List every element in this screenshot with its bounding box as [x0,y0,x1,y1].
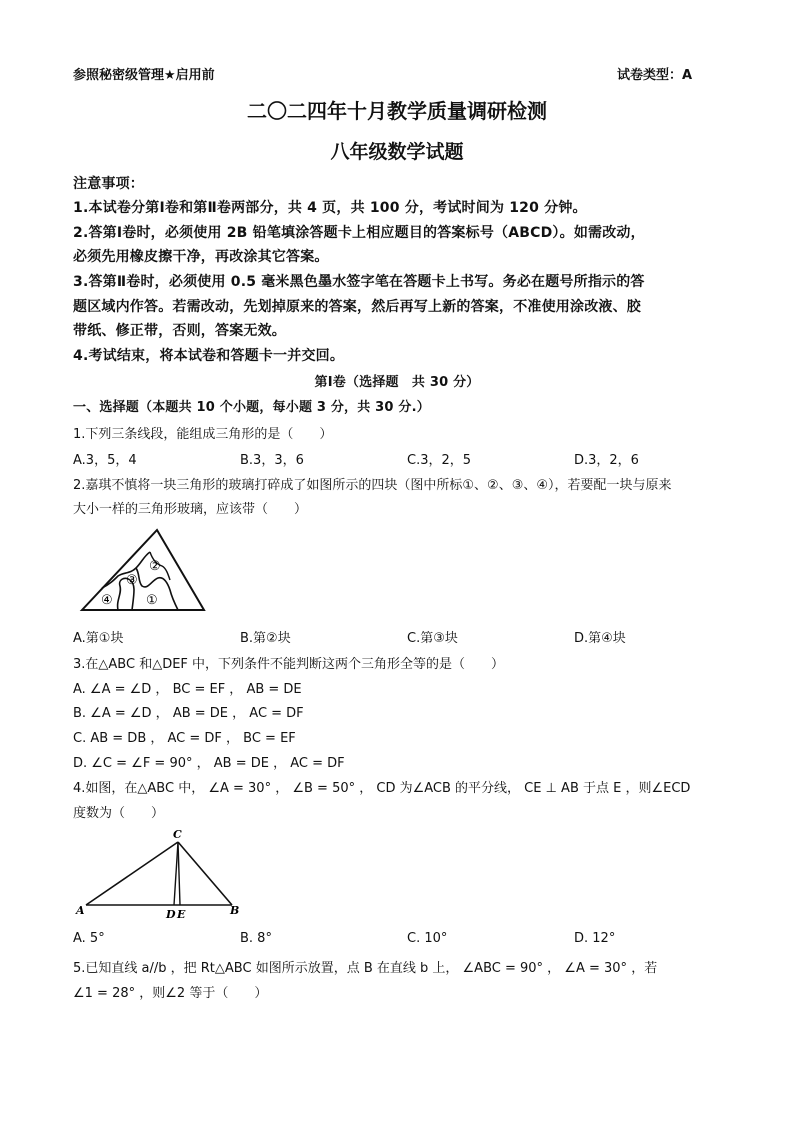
question-2-stem: 2.嘉琪不慎将一块三角形的玻璃打碎成了如图所示的四块（图中所标①、②、③、④），若要配一块与原来 [73,478,672,493]
piece-3-label: ③ [126,573,138,588]
q2-option-c: C.第③块 [407,631,458,646]
paper-type-label: 试卷类型：A [617,68,693,83]
piece-2-label: ② [149,559,161,574]
piece-4-label: ④ [101,593,113,608]
notice-line: 带纸、修正带，否则，答案无效。 [73,323,286,339]
notice-line: 题区域内作答。若需改动，先划掉原来的答案，然后再写上新的答案，不准使用涂改液、胶 [73,299,641,315]
triangle-abc-figure [74,826,246,922]
question-4-stem-cont: 度数为（ ） [73,806,165,821]
question-5-stem-cont: ∠1 = 28° ，则∠2 等于（ ） [73,986,268,1001]
broken-triangle-figure [78,528,208,614]
q3-option-d: D. ∠C = ∠F = 90° ， AB = DE ， AC = DF [73,756,345,771]
q4-option-a: A. 5° [73,931,105,946]
notice-line: 2.答第Ⅰ卷时，必须使用 2B 铅笔填涂答题卡上相应题目的答案标号（ABCD）。如需改动， [73,225,645,241]
confidentiality-label: 参照秘密级管理★启用前 [73,68,215,83]
notice-line: 3.答第Ⅱ卷时，必须使用 0.5 毫米黑色墨水签字笔在答题卡上书写。务必在题号所指示的答 [73,274,645,290]
q4-option-c: C. 10° [407,931,448,946]
section-title: 第Ⅰ卷（选择题 共 30 分） [314,375,480,390]
exam-subtitle: 八年级数学试题 [330,141,464,163]
q3-option-c: C. AB = DB ， AC = DF ， BC = EF [73,731,296,746]
q3-option-b: B. ∠A = ∠D ， AB = DE ， AC = DF [73,706,304,721]
vertex-c-label: C [173,828,182,841]
question-4-stem: 4.如图，在△ABC 中， ∠A = 30° ， ∠B = 50° ， CD 为∠ACB 的平分线， CE ⊥ AB 于点 E ，则∠ECD [73,781,691,796]
question-3-stem: 3.在△ABC 和△DEF 中，下列条件不能判断这两个三角形全等的是（ ） [73,657,505,672]
point-d-label: D [166,908,176,921]
q2-option-b: B.第②块 [240,631,291,646]
vertex-b-label: B [230,904,240,917]
q4-option-b: B. 8° [240,931,272,946]
question-5-stem: 5.已知直线 a//b ，把 Rt△ABC 如图所示放置，点 B 在直线 b 上， ∠ABC = 90° ， ∠A = 30° ，若 [73,961,658,976]
piece-1-label: ① [146,593,158,608]
exam-title: 二〇二四年十月教学质量调研检测 [247,99,547,123]
q2-option-a: A.第①块 [73,631,124,646]
point-e-label: E [177,908,186,921]
q3-option-a: A. ∠A = ∠D ， BC = EF ， AB = DE [73,682,302,697]
notice-line: 4.考试结束，将本试卷和答题卡一并交回。 [73,348,345,364]
notice-heading: 注意事项： [73,176,144,192]
vertex-a-label: A [76,904,85,917]
notice-line: 必须先用橡皮擦干净，再改涂其它答案。 [73,249,329,265]
question-1-stem: 1.下列三条线段，能组成三角形的是（ ） [73,427,333,442]
q1-option-c: C.3，2，5 [407,453,472,468]
notice-line: 1.本试卷分第Ⅰ卷和第Ⅱ卷两部分，共 4 页，共 100 分，考试时间为 120 分钟。 [73,200,587,216]
q2-option-d: D.第④块 [574,631,626,646]
q1-option-d: D.3，2，6 [574,453,639,468]
q1-option-b: B.3，3，6 [240,453,304,468]
part-title: 一、选择题（本题共 10 个小题，每小题 3 分，共 30 分.） [73,400,430,415]
question-2-stem-cont: 大小一样的三角形玻璃，应该带（ ） [73,502,308,517]
q4-option-d: D. 12° [574,931,616,946]
q1-option-a: A.3，5，4 [73,453,137,468]
